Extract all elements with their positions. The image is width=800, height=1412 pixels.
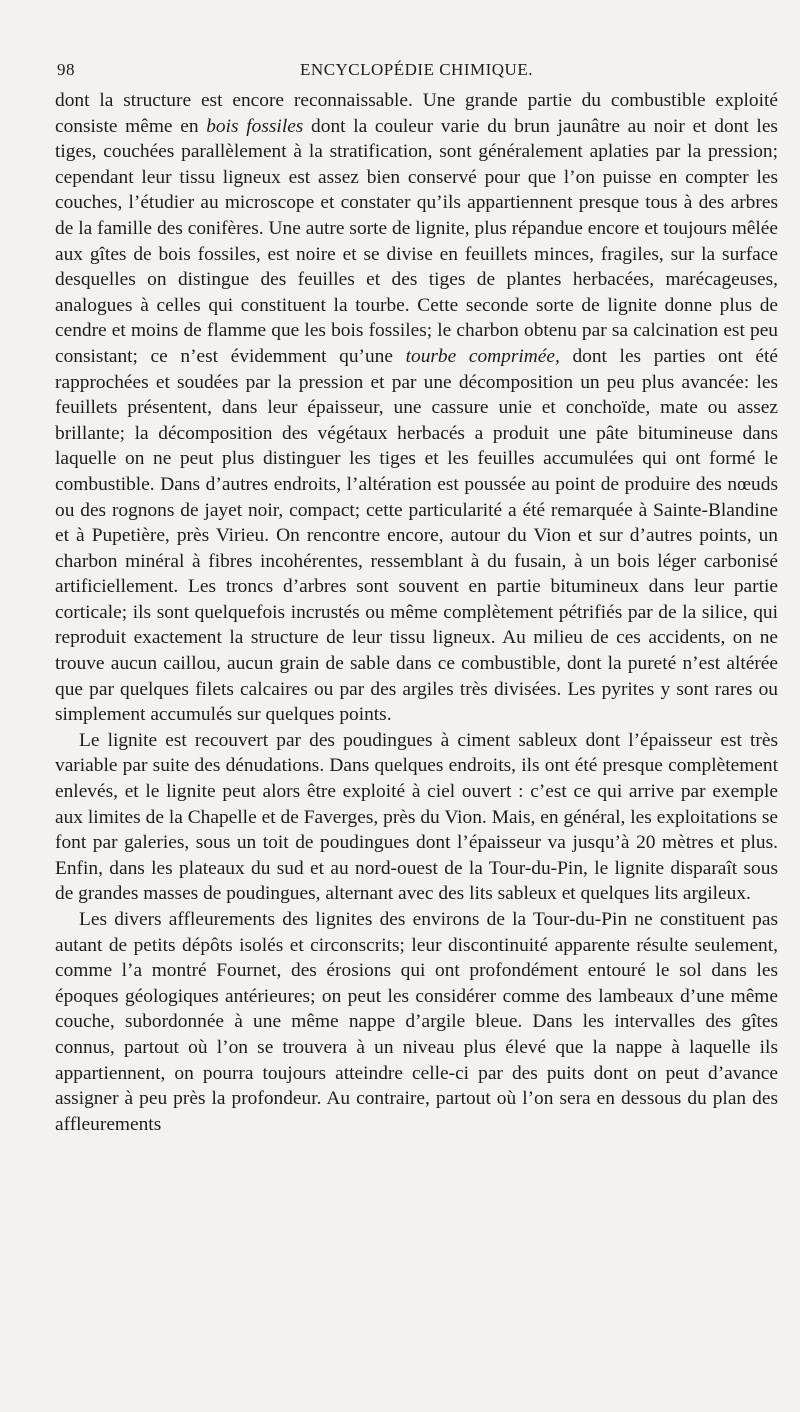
paragraph-2 — [55, 728, 778, 907]
running-title: ENCYCLOPÉDIE CHIMIQUE. — [300, 60, 533, 79]
text-run: Le lignite est recouvert par des poudingues à ciment sableux dont l’épaisseur est très variable par suite des dénudations. Dans quelques endroits, ils ont été presque complètement enlevés, et le lignite peut alors être exploité à ciel ouvert : c’est ce qui arrive par exemple aux limites de la Chapelle et de Faverges, près du Vion. Mais, en général, les exploitations se font par galeries, sous un toit de poudingues dont l’épaisseur va jusqu’à 20 mètres et plus. Enfin, dans les plateaux du sud et au nord-ouest de la Tour-du-Pin, le lignite disparaît sous de grandes masses de poudingues, alternant avec des lits sableux et quelques lits argileux. — [55, 729, 778, 905]
text-run: dont la structure est encore reconnaissable. Une grande partie du combustible exploité consiste même en — [55, 90, 778, 137]
paragraph-1 — [55, 88, 778, 728]
italic-term: bois fossiles — [206, 115, 304, 137]
body-text — [55, 88, 778, 1137]
italic-term: tourbe comprimée, — [405, 345, 560, 367]
running-head — [55, 56, 778, 86]
text-run: dont la couleur varie du brun jaunâtre au noir et dont les tiges, couchées parallèlement à la stratification, sont généralement aplaties par la pression; cependant leur tissu ligneux est assez bien conservé pour que l’on puisse en compter les couches, l’étudier au microscope et constater qu’ils appartiennent presque tous à des arbres de la famille des conifères. Une autre sorte de lignite, plus répandue encore et toujours mêlée aux gîtes de bois fossiles, est noire et se divise en feuillets minces, fragiles, sur la surface desquelles on distingue des feuilles et des tiges de plantes herbacées, marécageuses, analogues à celles qui constituent la tourbe. Cette seconde sorte de lignite donne plus de cendre et moins de flamme que les bois fossiles; le charbon obtenu par sa calcination est peu consistant; ce n’est évidemment qu’une — [55, 115, 778, 367]
text-run: Les divers affleurements des lignites des environs de la Tour-du-Pin ne constituent pas autant de petits dépôts isolés et circonscrits; leur discontinuité apparente résulte seulement, comme l’a montré Fournet, des érosions qui ont profondément entouré le sol dans les époques géologiques antérieures; on peut les considérer comme des lambeaux d’une même couche, subordonnée à une même nappe d’argile bleue. Dans les intervalles des gîtes connus, partout où l’on se trouvera à un niveau plus élevé que la nappe à laquelle ils appartiennent, on pourra toujours atteindre celle-ci par des puits dont on peut d’avance assigner à peu près la profondeur. Au contraire, partout où l’on sera en dessous du plan des affleurements — [55, 909, 778, 1135]
page-number: 98 — [57, 60, 75, 79]
text-run: dont les parties ont été rapprochées et soudées par la pression et par une décomposition un peu plus avancée: les feuillets présentent, dans leur épaisseur, une cassure unie et conchoïde, mate ou assez brillante; la décomposition des végétaux herbacés a produit une pâte bitumineuse dans laquelle on ne peut plus distinguer les tiges et les feuilles accumulées qui ont formé le combustible. Dans d’autres endroits, l’altération est poussée au point de produire des nœuds ou des rognons de jayet noir, compact; cette particularité a été remarquée à Sainte-Blandine et à Pupetière, près Virieu. On rencontre encore, autour du Vion et sur d’autres points, un charbon minéral à fibres incohérentes, ressemblant à du fusain, à un bois léger carbonisé artificiellement. Les troncs d’arbres sont souvent en partie bitumineux dans leur partie corticale; ils sont quelquefois incrustés ou même complètement pétrifiés par de la silice, qui reproduit exactement la structure de leur tissu ligneux. Au milieu de ces accidents, on ne trouve aucun caillou, aucun grain de sable dans ce combustible, dont la pureté n’est altérée que par quelques filets calcaires ou par des argiles très divisées. Les pyrites y sont rares ou simplement accumulés sur quelques points. — [55, 345, 778, 726]
paragraph-3 — [55, 907, 778, 1137]
